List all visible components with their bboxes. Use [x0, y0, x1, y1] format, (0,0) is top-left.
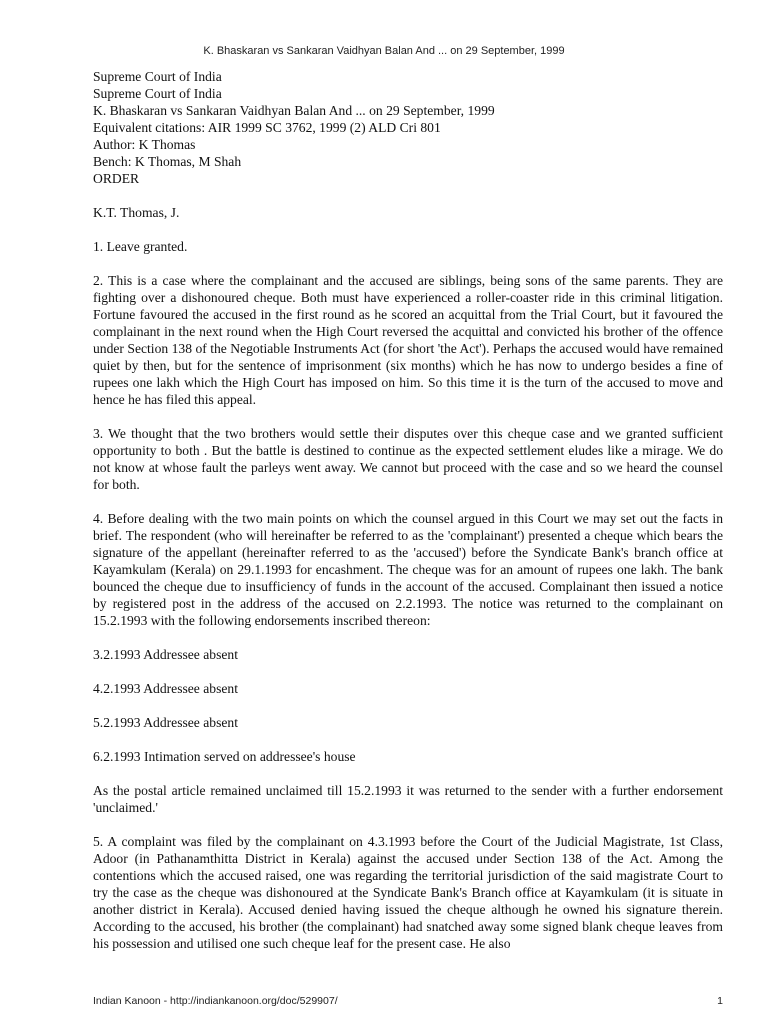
court-name: Supreme Court of India: [93, 69, 222, 84]
paragraph: 4. Before dealing with the two main points on which the counsel argued in this Court we may set out the facts in brief. The respondent (who will hereinafter be referred to as the 'complainant') presented a cheque which bears the signature of the appellant (hereinafter referred to as the 'accused') before the Syndicate Bank's branch office at Kayamkulam (Kerala) on 29.1.1993 for encashment. The cheque was for an amount of rupees one lakh. The bank bounced the cheque due to insufficiency of funds in the account of the accused. Complainant then issued a notice by registered post in the address of the accused on 2.2.1993. The notice was returned to the complainant on 15.2.1993 with the following endorsements inscribed thereon:: [93, 511, 723, 628]
paragraph: 1. Leave granted.: [93, 239, 188, 254]
page-number: 1: [717, 995, 723, 1007]
endorsement-line: 4.2.1993 Addressee absent: [93, 681, 238, 696]
endorsement-line: 5.2.1993 Addressee absent: [93, 715, 238, 730]
paragraph: As the postal article remained unclaimed till 15.2.1993 it was returned to the sender with a further endorsement 'unclaimed.': [93, 783, 723, 815]
source-link[interactable]: Indian Kanoon - http://indiankanoon.org/doc/529907/: [93, 995, 338, 1007]
case-title: K. Bhaskaran vs Sankaran Vaidhyan Balan And ... on 29 September, 1999: [93, 103, 495, 118]
author: Author: K Thomas: [93, 137, 196, 152]
running-header: K. Bhaskaran vs Sankaran Vaidhyan Balan And ... on 29 September, 1999: [203, 45, 565, 57]
endorsement-line: 6.2.1993 Intimation served on addressee's house: [93, 749, 356, 764]
equivalent-citations: Equivalent citations: AIR 1999 SC 3762, 1999 (2) ALD Cri 801: [93, 120, 441, 135]
judge-name: K.T. Thomas, J.: [93, 205, 180, 220]
endorsement-line: 3.2.1993 Addressee absent: [93, 647, 238, 662]
bench: Bench: K Thomas, M Shah: [93, 154, 242, 169]
case-metadata: [93, 68, 723, 187]
court-name: Supreme Court of India: [93, 86, 222, 101]
paragraph: 5. A complaint was filed by the complainant on 4.3.1993 before the Court of the Judicial Magistrate, 1st Class, Adoor (in Pathanamthitta District in Kerala) against the accused under Section 138 of the Act. Among the contentions which the accused raised, one was regarding the territorial jurisdiction of the said magistrate Court to try the case as the cheque was dishonoured at the Syndicate Bank's Branch office at Kayamkulam (it is situate in another district in Kerala). Accused denied having issued the cheque although he owned his signature therein. According to the accused, his brother (the complainant) had snatched away some signed blank cheque leaves from his possession and utilised one such cheque leaf for the present case. He also: [93, 834, 723, 951]
paragraph: 2. This is a case where the complainant and the accused are siblings, being sons of the same parents. They are fighting over a dishonoured cheque. Both must have experienced a roller-coaster ride in this criminal litigation. Fortune favoured the accused in the first round as he scored an acquittal from the Trial Court, but it favoured the complainant in the next round when the High Court reversed the acquittal and convicted his brother of the offence under Section 138 of the Negotiable Instruments Act (for short 'the Act'). Perhaps the accused would have remained quiet by then, but for the sentence of imprisonment (six months) which he has now to undergo besides a fine of rupees one lakh which the High Court has imposed on him. So this time it is the turn of the accused to move and hence he has filed this appeal.: [93, 273, 723, 407]
document-body: [93, 68, 723, 952]
paragraph: 3. We thought that the two brothers would settle their disputes over this cheque case and we granted sufficient opportunity to both . But the battle is destined to continue as the expected settlement eludes like a mirage. We do not know at whose fault the parleys went away. We cannot but proceed with the case and so we heard the counsel for both.: [93, 426, 723, 492]
order-heading: ORDER: [93, 171, 140, 186]
